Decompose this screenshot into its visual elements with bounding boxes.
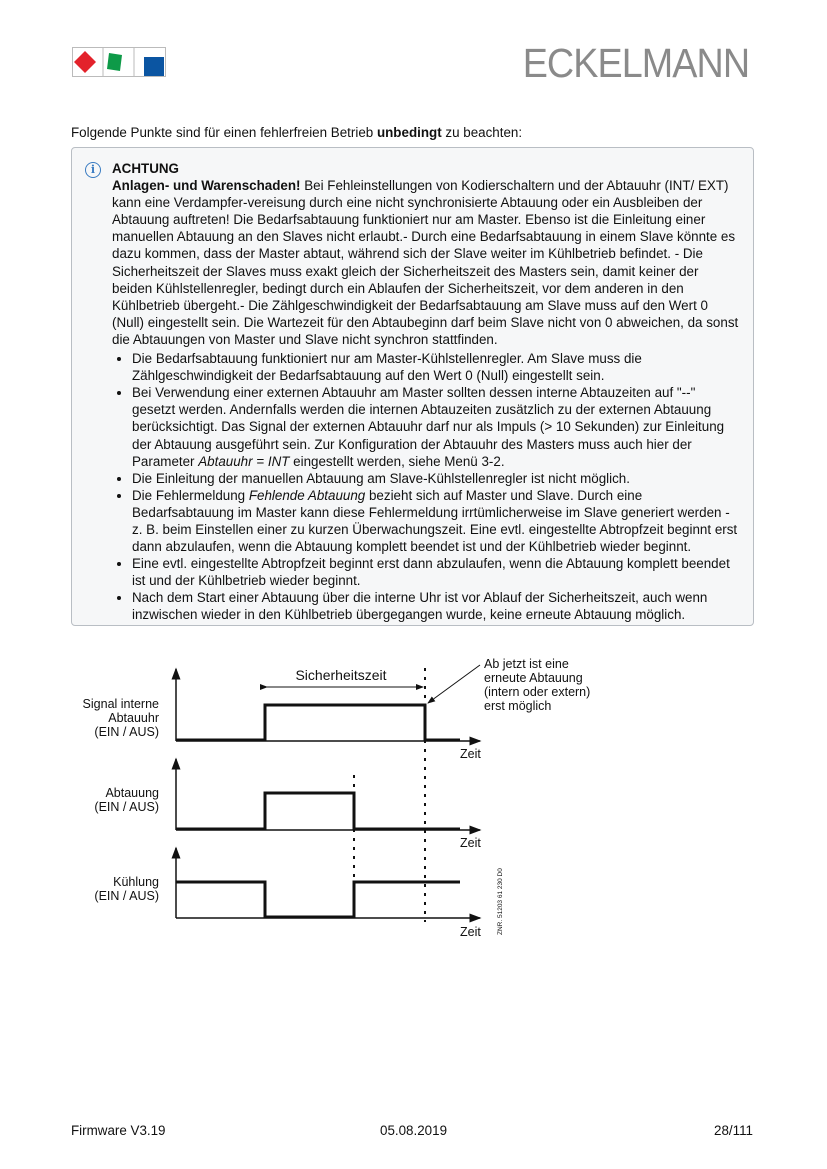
callout-line [428, 665, 480, 703]
callout-text: Ab jetzt ist eine [484, 657, 569, 671]
intro-text: Folgende Punkte sind für einen fehlerfreien Betrieb unbedingt zu beachten: [71, 125, 523, 140]
info-icon: i [85, 162, 101, 178]
list-item: • Eine evtl. eingestellte Abtropfzeit beginnt erst dann abzulaufen, wenn die Abtauung komplett beendet ist und der Kühlbetrieb wieder beginnt. [132, 555, 742, 589]
axis-label: Zeit [460, 747, 481, 761]
signal-kuehlung [176, 882, 460, 917]
list-item: • Bei Verwendung einer externen Abtauuhr am Master sollten dessen interne Abtauzeiten auf "--" gesetzt werden. Andernfalls werden die internen Abtauzeiten zusätzlich zu der externen Abtauung berücksichtigt. Das Signal der externen Abtauuhr darf nur als Impuls (> 10 Sekunden) zur Einleitung der Abtauung ausgeführt sein. Zur Konfiguration der Abtauuhr des Masters muss auch hier der Parameter Abtauuhr = INT eingestellt werden, siehe Menü 3-2. [132, 384, 742, 469]
footer-page: 28/111 [714, 1123, 753, 1138]
signal-abtauuhr [176, 705, 460, 740]
callout-text: (intern oder extern) [484, 685, 591, 699]
callout-text: erst möglich [484, 699, 552, 713]
signal-abtauung [176, 793, 460, 829]
axis-label: Zeit [460, 836, 481, 850]
list-item: • Die Einleitung der manuellen Abtauung am Slave-Kühlstellenregler ist nicht möglich. [132, 470, 742, 487]
signal-label: (EIN / AUS) [94, 800, 159, 814]
signal-label: (EIN / AUS) [94, 889, 159, 903]
footer-firmware: Firmware V3.19 [71, 1123, 166, 1138]
warning-lead: Anlagen- und Warenschaden! Bei Fehleinstellungen von Kodierschaltern und der Abtauuhr (INT/ EXT) kann eine Verdampfer-vereisung durch eine nicht synchronisierte Abtauung oder ein Ausbleiben der Abtauung auftreten! Die Bedarfsabtauung funktioniert nur am Master. Ebenso ist die Einleitung einer manuellen Abtauung an den Slaves nicht erlaubt.- Durch eine Bedarfsabtauung in einem Slave könnte es dazu kommen, dass der Master abtaut, während sich der Slave weiter im Kühlbetrieb befindet. - Die Sicherheitszeit der Slaves muss exakt gleich der Sicherheitszeit des Masters sein, damit keiner der beiden Kühlstellenregler, bedingt durch ein Ablaufen der Sicherheitszeit, vor dem anderen in den Kühlbetrieb übergeht.- Die Zählgeschwindigkeit der Bedarfsabtauung am Slave muss auf den Wert 0 (Null) eingestellt sein. Die Wartezeit für den Abtaubeginn darf beim Slave nicht von 0 abweichen, da sonst die Abtauungen von Master und Slave nicht synchron stattfinden. [112, 178, 739, 347]
signal-label: Kühlung [113, 875, 159, 889]
signal-label: Abtauung [105, 786, 159, 800]
signal-label: Abtauuhr [108, 711, 159, 725]
signal-label: (EIN / AUS) [94, 725, 159, 739]
signal-label: Signal interne [82, 697, 159, 711]
list-item: • Die Fehlermeldung Fehlende Abtauung bezieht sich auf Master und Slave. Durch eine Bedarfsabtauung im Master kann diese Fehlermeldung irrtümlicherweise im Slave generiert werden - z. B. beim Einstellen einer zu kurzen Überwachungszeit. Eine evtl. eingestellte Abtropfzeit beginnt erst dann abzulaufen, wenn die Abtauung komplett beendet ist und der Kühlbetrieb wieder beginnt. [132, 487, 742, 555]
footer-date: 05.08.2019 [380, 1123, 448, 1138]
axis-label: Zeit [460, 925, 481, 939]
brand-name: ECKELMANN [522, 40, 749, 86]
drawing-number: ZNR. 51203 61 230 D0 [497, 868, 504, 935]
list-item: • Nach dem Start einer Abtauung über die interne Uhr ist vor Ablauf der Sicherheitszeit, auch wenn inzwischen wieder in den Kühlbetrieb übergegangen wurde, keine erneute Abtauung möglich. [132, 589, 742, 623]
callout-text: erneute Abtauung [484, 671, 583, 685]
list-item: • Die Bedarfsabtauung funktioniert nur am Master-Kühlstellenregler. Am Slave muss die Zählgeschwindigkeit der Bedarfsabtauung auf den Wert 0 (Null) eingestellt sein. [132, 350, 742, 384]
safety-time-label: Sicherheitszeit [295, 667, 387, 683]
warning-title: ACHTUNG [112, 161, 179, 176]
